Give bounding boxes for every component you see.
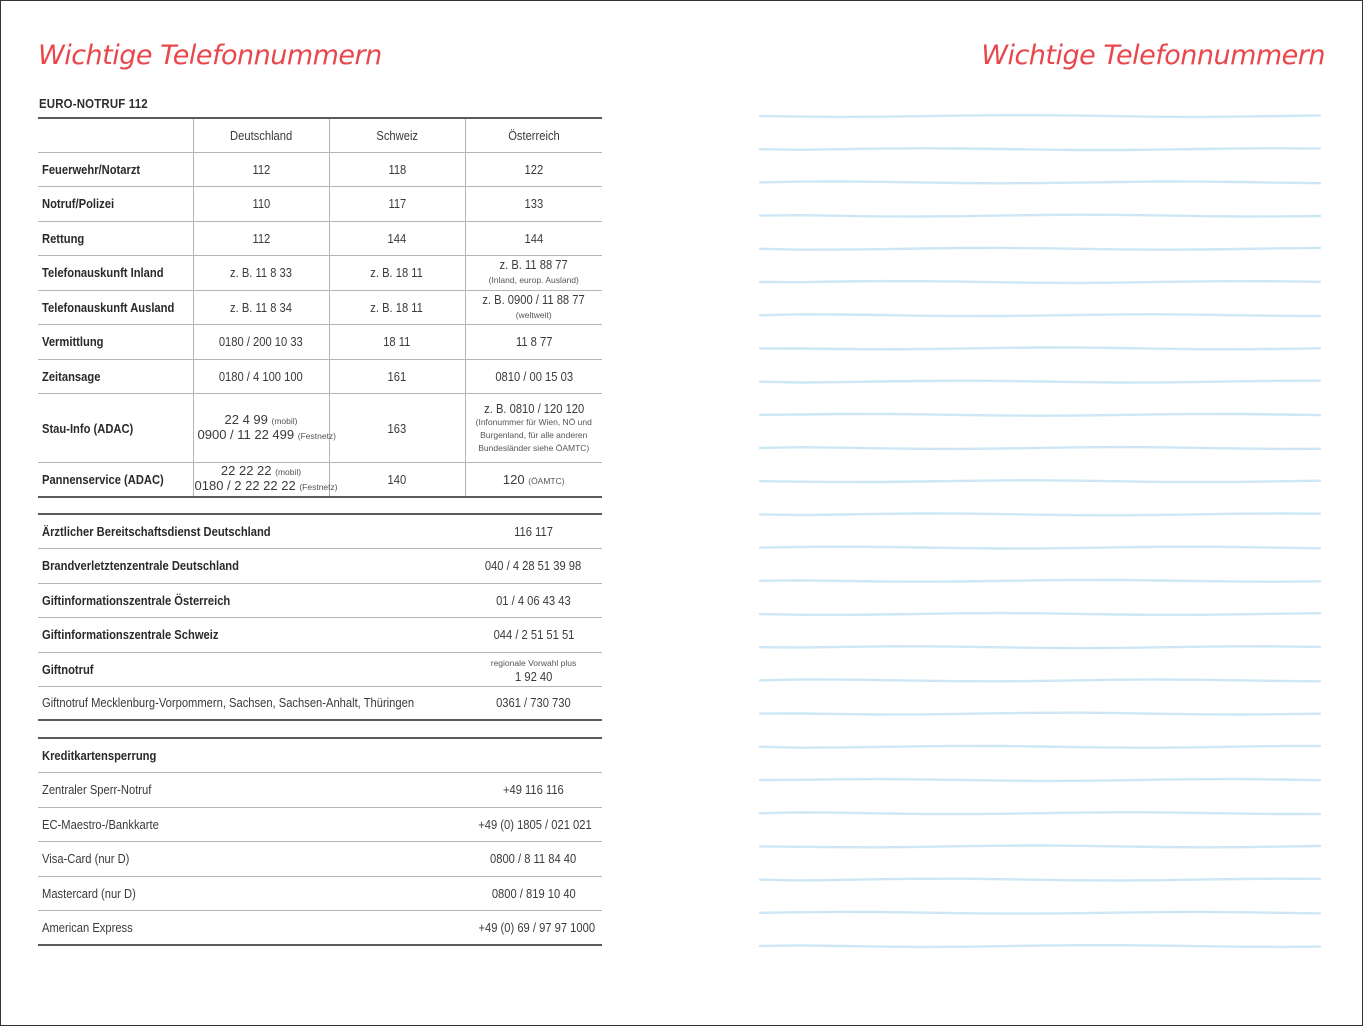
ruled-line <box>760 879 1320 881</box>
table-row <box>38 187 602 222</box>
table-row <box>38 290 602 325</box>
row-number: +49 (0) 1805 / 021 021 <box>465 807 602 842</box>
row-label: Stau-Info (ADAC) <box>38 394 193 463</box>
ruled-line <box>760 613 1320 615</box>
row-number: 0800 / 8 11 84 40 <box>465 842 602 877</box>
row-label: Giftinformationszentrale Österreich <box>38 583 465 618</box>
row-number: 0800 / 819 10 40 <box>465 876 602 911</box>
cell-ch: z. B. 18 11 <box>329 256 465 291</box>
ruled-line <box>760 414 1320 416</box>
cell-ch: 118 <box>329 152 465 187</box>
ruled-line <box>760 547 1320 549</box>
cell-note-line: Burgenland, für alle anderen <box>480 429 588 440</box>
row-label: Visa-Card (nur D) <box>38 842 465 877</box>
ruled-line <box>760 115 1320 117</box>
cell-at: 120 (ÖAMTC) <box>465 463 602 497</box>
table-row <box>38 325 602 360</box>
ruled-line <box>760 746 1320 748</box>
cell-de: 112 <box>193 221 329 256</box>
ruled-line <box>760 148 1320 150</box>
ruled-line <box>760 381 1320 383</box>
table-row <box>38 618 602 653</box>
cell-de: z. B. 11 8 33 <box>193 256 329 291</box>
ruled-line <box>760 945 1320 947</box>
number-note: regionale Vorwahl plus <box>490 657 577 668</box>
table-row <box>38 549 602 584</box>
table-row <box>38 463 602 497</box>
cell-de: 0180 / 4 100 100 <box>193 359 329 394</box>
cell-note: (weltweit) <box>515 309 552 320</box>
cell-note: (mobil) <box>275 467 302 478</box>
row-label: Giftnotruf <box>38 652 465 687</box>
table-row <box>38 876 602 911</box>
table-row <box>38 773 602 808</box>
row-number: regionale Vorwahl plus 1 92 40 <box>465 652 602 687</box>
table-row <box>38 359 602 394</box>
ruled-notes-area <box>760 100 1328 960</box>
row-label: Pannenservice (ADAC) <box>42 471 164 487</box>
page-title-left: Wichtige Telefonnummern <box>38 40 382 71</box>
header-schweiz: Schweiz <box>329 118 465 152</box>
table-row <box>38 807 602 842</box>
cell-at: 122 <box>465 152 602 187</box>
row-label: Ärztlicher Bereitschaftsdienst Deutschland <box>38 514 465 549</box>
cell-note-line: Bundesländer siehe ÖAMTC) <box>478 442 590 453</box>
ruled-line <box>760 779 1320 781</box>
row-label: Telefonauskunft Inland <box>38 256 193 291</box>
cell-ch: 163 <box>329 394 465 463</box>
cell-at: 144 <box>465 221 602 256</box>
cell-at: 133 <box>465 187 602 222</box>
table-row <box>38 687 602 720</box>
ruled-line <box>760 514 1320 516</box>
cell-at: z. B. 0900 / 11 88 77 (weltweit) <box>465 290 602 325</box>
row-number: 0361 / 730 730 <box>496 695 571 711</box>
cell-de: 0180 / 200 10 33 <box>193 325 329 360</box>
ruled-line <box>760 248 1320 250</box>
page-title-right: Wichtige Telefonnummern <box>981 40 1325 71</box>
cell-ch: 161 <box>329 359 465 394</box>
row-label: American Express <box>42 919 133 935</box>
ruled-line <box>760 447 1320 449</box>
cell-note: (Festnetz) <box>297 431 337 441</box>
row-number: +49 (0) 69 / 97 97 1000 <box>478 919 596 935</box>
row-label: Zeitansage <box>38 359 193 394</box>
table-row <box>38 842 602 877</box>
credit-card-table <box>38 737 602 946</box>
cell-note-line: (Infonummer für Wien, NÖ und <box>475 416 592 427</box>
row-label: Zentraler Sperr-Notruf <box>38 773 465 808</box>
row-number: 01 / 4 06 43 43 <box>465 583 602 618</box>
row-number: +49 116 116 <box>465 773 602 808</box>
section-heading: Kreditkartensperrung <box>38 738 465 773</box>
row-number: 116 117 <box>465 514 602 549</box>
cell-ch: 144 <box>329 221 465 256</box>
ruled-line <box>760 480 1320 482</box>
table-row <box>38 583 602 618</box>
cell-at: z. B. 0810 / 120 120 (Infonummer für Wien, NÖ und Burgenland, für alle anderen Bundesländer siehe ÖAMTC) <box>465 394 602 463</box>
table-row <box>38 221 602 256</box>
ruled-line <box>760 182 1320 184</box>
euro-notruf-table <box>38 117 602 498</box>
row-label: Giftinformationszentrale Schweiz <box>38 618 465 653</box>
cell-de: 22 22 22 (mobil) 0180 / 2 22 22 22 (Festnetz) <box>193 463 329 497</box>
cell-at: 11 8 77 <box>465 325 602 360</box>
row-label: Vermittlung <box>38 325 193 360</box>
ruled-line <box>760 314 1320 316</box>
table-row <box>38 652 602 687</box>
ruled-line <box>760 912 1320 914</box>
row-label: EC-Maestro-/Bankkarte <box>38 807 465 842</box>
ruled-line <box>760 580 1320 582</box>
cell-ch: 18 11 <box>329 325 465 360</box>
row-label: Telefonauskunft Ausland <box>38 290 193 325</box>
ruled-line <box>760 348 1320 350</box>
ruled-line <box>760 646 1320 648</box>
table-row <box>38 152 602 187</box>
row-label: Feuerwehr/Notarzt <box>38 152 193 187</box>
cell-de: 110 <box>193 187 329 222</box>
services-table <box>38 513 602 721</box>
ruled-line <box>760 680 1320 682</box>
heading-empty-cell <box>465 738 602 773</box>
table-row <box>38 394 602 463</box>
ruled-line <box>760 713 1320 715</box>
ruled-line <box>760 846 1320 848</box>
row-number: 040 / 4 28 51 39 98 <box>465 549 602 584</box>
cell-de: z. B. 11 8 34 <box>193 290 329 325</box>
ruled-line <box>760 812 1320 814</box>
table-row <box>38 256 602 291</box>
row-label: Rettung <box>38 221 193 256</box>
cell-de: 22 4 99 (mobil) 0900 / 11 22 499 (Festnetz) <box>193 394 329 463</box>
euro-notruf-label: EURO-NOTRUF 112 <box>39 96 148 111</box>
cell-at: z. B. 11 88 77 (Inland, europ. Ausland) <box>465 256 602 291</box>
cell-note: (mobil) <box>271 416 298 426</box>
table-heading-row <box>38 738 602 773</box>
row-label: Notruf/Polizei <box>38 187 193 222</box>
cell-ch: 117 <box>329 187 465 222</box>
ruled-line <box>760 281 1320 283</box>
cell-at: 0810 / 00 15 03 <box>465 359 602 394</box>
header-empty-cell <box>38 118 193 152</box>
cell-de: 112 <box>193 152 329 187</box>
row-number: 044 / 2 51 51 51 <box>465 618 602 653</box>
cell-note: (ÖAMTC) <box>528 475 565 486</box>
row-label: Mastercard (nur D) <box>38 876 465 911</box>
header-oesterreich: Österreich <box>465 118 602 152</box>
cell-ch: 140 <box>329 463 465 497</box>
cell-ch: z. B. 18 11 <box>329 290 465 325</box>
cell-note: (Inland, europ. Ausland) <box>488 275 579 286</box>
row-label: Giftnotruf Mecklenburg-Vorpommern, Sachsen, Sachsen-Anhalt, Thüringen <box>42 695 415 711</box>
cell-note: (Festnetz) <box>299 482 338 493</box>
row-label: Brandverletztenzentrale Deutschland <box>38 549 465 584</box>
table-row <box>38 911 602 945</box>
header-deutschland: Deutschland <box>193 118 329 152</box>
ruled-line <box>760 215 1320 217</box>
table-header-row <box>38 118 602 152</box>
table-row <box>38 514 602 549</box>
